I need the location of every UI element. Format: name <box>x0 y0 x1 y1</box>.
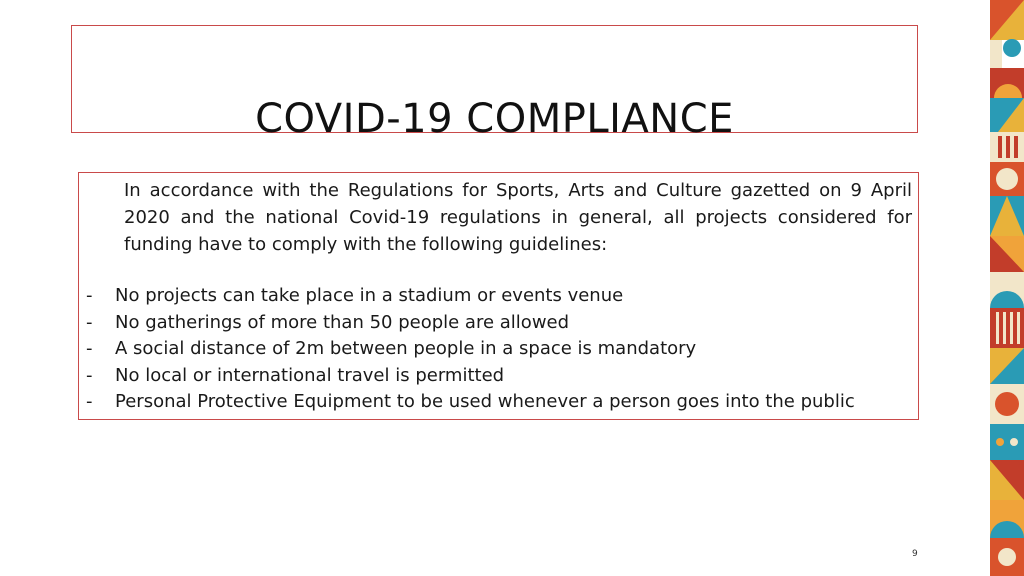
bullet-marker: - <box>86 391 93 413</box>
list-item-text: No projects can take place in a stadium or events venue <box>115 285 624 306</box>
bullet-marker: - <box>86 311 93 333</box>
bullet-marker: - <box>86 338 93 360</box>
list-item-text: A social distance of 2m between people in a space is mandatory <box>115 338 697 360</box>
list-item <box>86 336 916 363</box>
list-item <box>86 310 916 337</box>
decorative-pattern-strip <box>990 0 1024 576</box>
list-item <box>86 283 916 310</box>
intro-paragraph: In accordance with the Regulations for Sports, Arts and Culture gazetted on 9 April 2020 and the national Covid-19 regulations in general, all projects considered for funding have to comply with the following guidelines: <box>124 180 912 255</box>
list-item-text: No gatherings of more than 50 people are allowed <box>115 311 570 333</box>
bullet-marker: - <box>86 364 93 386</box>
page-number: 9 <box>912 549 918 559</box>
title-box <box>71 25 918 142</box>
pattern-tiles <box>990 0 1024 576</box>
guidelines-list <box>86 283 916 416</box>
slide-title: COVID-19 COMPLIANCE <box>255 96 734 142</box>
list-item <box>86 363 916 390</box>
bullet-marker: - <box>86 285 93 306</box>
list-item <box>86 389 916 416</box>
list-item-text: Personal Protective Equipment to be used whenever a person goes into the public <box>115 391 855 413</box>
list-item-text: No local or international travel is permitted <box>115 364 505 386</box>
